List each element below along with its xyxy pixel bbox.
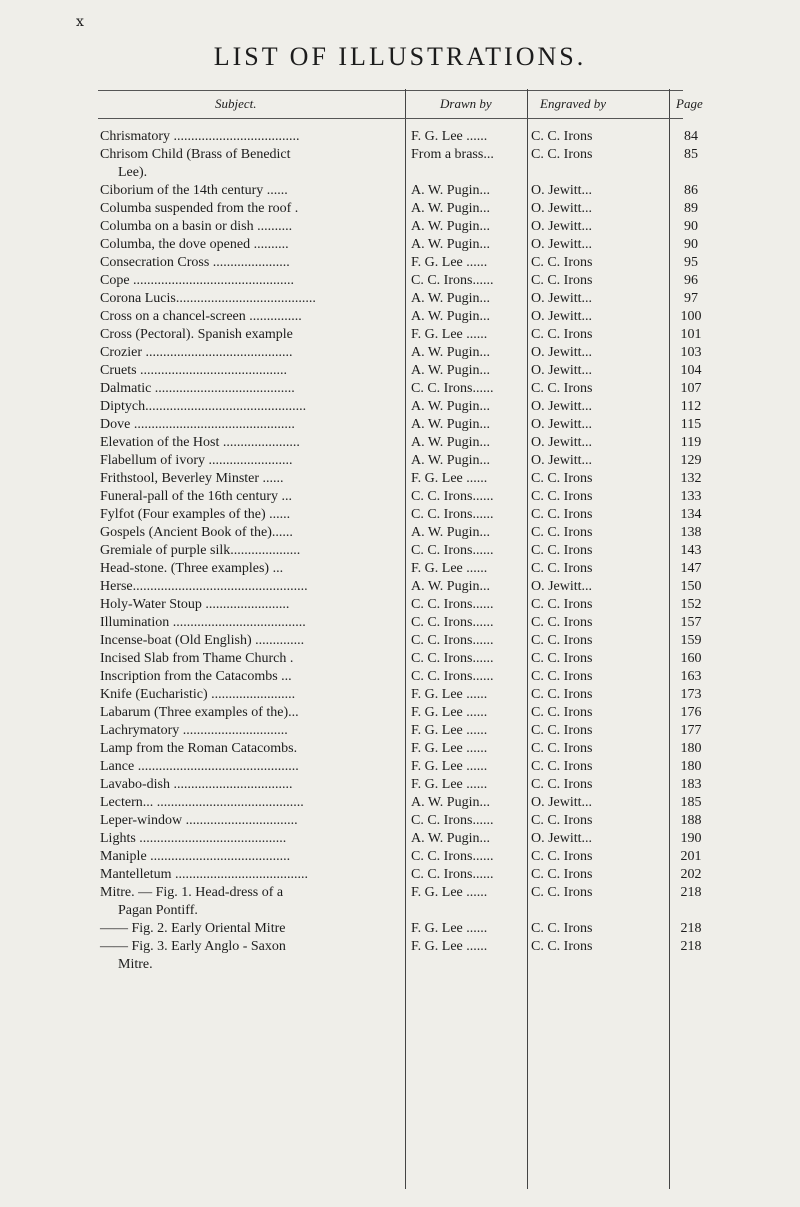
row-engraved-by: O. Jewitt...	[531, 399, 593, 414]
row-subject-text: Knife (Eucharistic) ........................	[100, 687, 296, 702]
row-subject	[100, 938, 398, 974]
table-row	[0, 290, 800, 308]
row-engraved-by: C. C. Irons	[531, 129, 593, 144]
row-drawn-by: A. W. Pugin...	[411, 831, 490, 846]
table-row	[0, 614, 800, 632]
row-drawn-by: C. C. Irons......	[411, 489, 494, 504]
row-subject	[100, 794, 398, 812]
row-page: 100	[680, 309, 702, 324]
row-subject	[100, 848, 398, 866]
table-row	[0, 470, 800, 488]
row-subject	[100, 146, 398, 182]
row-drawn-by: C. C. Irons......	[411, 813, 494, 828]
row-subject-text: Lights ..........................................	[100, 831, 287, 846]
row-subject-text: Labarum (Three examples of the)...	[100, 705, 299, 720]
table-row	[0, 452, 800, 470]
row-page: 201	[680, 849, 702, 864]
row-subject-text: Funeral-pall of the 16th century ...	[100, 489, 293, 504]
row-subject	[100, 434, 398, 452]
row-engraved-by: O. Jewitt...	[531, 345, 593, 360]
row-drawn-by: C. C. Irons......	[411, 633, 494, 648]
row-drawn-by: C. C. Irons......	[411, 867, 494, 882]
row-page: 157	[680, 615, 702, 630]
row-drawn-by: From a brass...	[411, 147, 494, 162]
row-page: 152	[680, 597, 702, 612]
row-page: 180	[680, 741, 702, 756]
row-engraved-by: C. C. Irons	[531, 615, 593, 630]
row-page: 180	[680, 759, 702, 774]
table-row	[0, 938, 800, 974]
row-subject-text: Herse..................................................	[100, 579, 308, 594]
row-drawn-by: F. G. Lee ......	[411, 777, 488, 792]
table-row	[0, 866, 800, 884]
row-page: 119	[680, 435, 702, 450]
row-subject-text: Columba, the dove opened ..........	[100, 237, 289, 252]
table-row	[0, 182, 800, 200]
row-subject	[100, 290, 398, 308]
row-subject	[100, 344, 398, 362]
table-row	[0, 650, 800, 668]
row-engraved-by: C. C. Irons	[531, 687, 593, 702]
row-engraved-by: O. Jewitt...	[531, 831, 593, 846]
row-engraved-by: O. Jewitt...	[531, 201, 593, 216]
row-drawn-by: C. C. Irons......	[411, 507, 494, 522]
row-subject-text: Cruets ..........................................	[100, 363, 288, 378]
row-subject-text: Columba on a basin or dish ..........	[100, 219, 293, 234]
row-drawn-by: F. G. Lee ......	[411, 723, 488, 738]
row-page: 147	[680, 561, 702, 576]
row-subject	[100, 704, 398, 722]
row-engraved-by: O. Jewitt...	[531, 219, 593, 234]
column-header-page: Page	[676, 96, 703, 111]
row-subject-text: Mantelletum ......................................	[100, 867, 309, 882]
row-subject	[100, 578, 398, 596]
table-row	[0, 434, 800, 452]
row-engraved-by: C. C. Irons	[531, 849, 593, 864]
table-row	[0, 488, 800, 506]
column-header-subject: Subject.	[215, 96, 257, 111]
row-subject	[100, 542, 398, 560]
row-page: 218	[680, 885, 702, 900]
row-subject	[100, 326, 398, 344]
row-subject-text: Incense-boat (Old English) ..............	[100, 633, 305, 648]
row-page: 86	[684, 183, 698, 198]
row-drawn-by: F. G. Lee ......	[411, 759, 488, 774]
row-subject	[100, 362, 398, 380]
row-subject-text: Lance ..............................................	[100, 759, 299, 774]
row-engraved-by: C. C. Irons	[531, 741, 593, 756]
row-subject	[100, 866, 398, 884]
row-page: 115	[680, 417, 702, 432]
row-page: 96	[684, 273, 698, 288]
table-row	[0, 416, 800, 434]
row-subject-continuation: Mitre.	[118, 957, 153, 972]
table-row	[0, 128, 800, 146]
row-drawn-by: A. W. Pugin...	[411, 525, 490, 540]
row-drawn-by: C. C. Irons......	[411, 669, 494, 684]
row-subject-text: Cope ..............................................	[100, 273, 295, 288]
row-engraved-by: O. Jewitt...	[531, 579, 593, 594]
row-subject	[100, 452, 398, 470]
row-drawn-by: F. G. Lee ......	[411, 885, 488, 900]
row-drawn-by: F. G. Lee ......	[411, 255, 488, 270]
row-page: 90	[684, 237, 698, 252]
row-drawn-by: A. W. Pugin...	[411, 399, 490, 414]
row-subject-text: Incised Slab from Thame Church .	[100, 651, 294, 666]
row-engraved-by: C. C. Irons	[531, 669, 593, 684]
row-page: 112	[680, 399, 702, 414]
row-page: 85	[684, 147, 698, 162]
row-engraved-by: C. C. Irons	[531, 273, 593, 288]
row-engraved-by: C. C. Irons	[531, 381, 593, 396]
row-subject-text: Ciborium of the 14th century ......	[100, 183, 288, 198]
table-row	[0, 524, 800, 542]
row-drawn-by: A. W. Pugin...	[411, 345, 490, 360]
row-subject-text: —— Fig. 2. Early Oriental Mitre	[100, 921, 286, 936]
row-subject	[100, 776, 398, 794]
row-subject-text: Chrisom Child (Brass of Benedict	[100, 147, 291, 162]
table-row	[0, 506, 800, 524]
row-subject	[100, 398, 398, 416]
row-subject	[100, 560, 398, 578]
row-subject-text: Consecration Cross ......................	[100, 255, 290, 270]
row-subject-text: Leper-window ................................	[100, 813, 298, 828]
column-header-drawn-by: Drawn by	[440, 96, 492, 111]
row-drawn-by: A. W. Pugin...	[411, 363, 490, 378]
row-subject-text: Dove ..............................................	[100, 417, 295, 432]
row-engraved-by: O. Jewitt...	[531, 291, 593, 306]
row-subject	[100, 254, 398, 272]
row-drawn-by: A. W. Pugin...	[411, 219, 490, 234]
row-subject-text: Maniple ........................................	[100, 849, 291, 864]
row-subject-text: Lamp from the Roman Catacombs.	[100, 741, 298, 756]
row-page: 103	[680, 345, 702, 360]
row-engraved-by: O. Jewitt...	[531, 237, 593, 252]
row-engraved-by: O. Jewitt...	[531, 795, 593, 810]
table-row	[0, 668, 800, 686]
row-engraved-by: C. C. Irons	[531, 723, 593, 738]
row-subject	[100, 668, 398, 686]
table-row	[0, 344, 800, 362]
row-subject	[100, 218, 398, 236]
table-row	[0, 218, 800, 236]
row-engraved-by: C. C. Irons	[531, 507, 593, 522]
row-page: 163	[680, 669, 702, 684]
row-page: 150	[680, 579, 702, 594]
table-row	[0, 632, 800, 650]
row-subject-text: Columba suspended from the roof .	[100, 201, 299, 216]
row-drawn-by: F. G. Lee ......	[411, 471, 488, 486]
row-subject	[100, 920, 398, 938]
table-row	[0, 758, 800, 776]
row-engraved-by: C. C. Irons	[531, 597, 593, 612]
row-subject-text: Mitre. — Fig. 1. Head-dress of a	[100, 885, 284, 900]
row-drawn-by: F. G. Lee ......	[411, 687, 488, 702]
row-page: 143	[680, 543, 702, 558]
row-page: 84	[684, 129, 698, 144]
row-subject-text: Gospels (Ancient Book of the)......	[100, 525, 293, 540]
row-subject-text: Lavabo-dish ..................................	[100, 777, 293, 792]
row-engraved-by: C. C. Irons	[531, 813, 593, 828]
row-subject-continuation: Pagan Pontiff.	[118, 903, 198, 918]
row-subject-text: Frithstool, Beverley Minster ......	[100, 471, 284, 486]
row-page: 159	[680, 633, 702, 648]
row-subject	[100, 272, 398, 290]
table-row	[0, 560, 800, 578]
row-subject	[100, 200, 398, 218]
table-row	[0, 704, 800, 722]
row-drawn-by: C. C. Irons......	[411, 273, 494, 288]
row-drawn-by: A. W. Pugin...	[411, 309, 490, 324]
row-drawn-by: F. G. Lee ......	[411, 921, 488, 936]
row-subject	[100, 632, 398, 650]
row-engraved-by: C. C. Irons	[531, 939, 593, 954]
row-page: 89	[684, 201, 698, 216]
column-header-engraved-by: Engraved by	[540, 96, 607, 111]
row-page: 177	[680, 723, 702, 738]
row-subject-text: Chrismatory ....................................	[100, 129, 300, 144]
row-subject-text: Gremiale of purple silk....................	[100, 543, 301, 558]
row-subject	[100, 614, 398, 632]
table-row	[0, 542, 800, 560]
row-page: 90	[684, 219, 698, 234]
row-subject	[100, 722, 398, 740]
table-row	[0, 776, 800, 794]
row-drawn-by: C. C. Irons......	[411, 543, 494, 558]
row-drawn-by: A. W. Pugin...	[411, 183, 490, 198]
row-engraved-by: C. C. Irons	[531, 777, 593, 792]
row-page: 160	[680, 651, 702, 666]
row-engraved-by: C. C. Irons	[531, 471, 593, 486]
row-engraved-by: C. C. Irons	[531, 651, 593, 666]
table-row	[0, 398, 800, 416]
row-subject	[100, 650, 398, 668]
row-drawn-by: C. C. Irons......	[411, 615, 494, 630]
row-drawn-by: C. C. Irons......	[411, 849, 494, 864]
table-header-rule	[98, 118, 683, 119]
row-page: 129	[680, 453, 702, 468]
row-engraved-by: C. C. Irons	[531, 489, 593, 504]
table-row	[0, 326, 800, 344]
row-engraved-by: O. Jewitt...	[531, 183, 593, 198]
row-subject	[100, 380, 398, 398]
table-row	[0, 596, 800, 614]
row-drawn-by: A. W. Pugin...	[411, 453, 490, 468]
row-subject	[100, 884, 398, 920]
table-row	[0, 272, 800, 290]
row-subject-text: Cross (Pectoral). Spanish example	[100, 327, 293, 342]
row-subject	[100, 740, 398, 758]
row-engraved-by: C. C. Irons	[531, 543, 593, 558]
row-drawn-by: C. C. Irons......	[411, 651, 494, 666]
row-subject-continuation: Lee).	[118, 165, 148, 180]
table-row	[0, 830, 800, 848]
row-engraved-by: O. Jewitt...	[531, 435, 593, 450]
row-page: 132	[680, 471, 702, 486]
table-row	[0, 362, 800, 380]
row-subject-text: Flabellum of ivory ........................	[100, 453, 293, 468]
page-title: LIST OF ILLUSTRATIONS.	[213, 42, 587, 71]
row-engraved-by: O. Jewitt...	[531, 363, 593, 378]
row-page: 202	[680, 867, 702, 882]
row-subject	[100, 236, 398, 254]
row-subject	[100, 524, 398, 542]
row-drawn-by: A. W. Pugin...	[411, 435, 490, 450]
row-subject-text: Dalmatic ........................................	[100, 381, 295, 396]
row-subject	[100, 686, 398, 704]
row-subject-text: Holy-Water Stoup ........................	[100, 597, 290, 612]
row-drawn-by: A. W. Pugin...	[411, 237, 490, 252]
row-drawn-by: A. W. Pugin...	[411, 291, 490, 306]
row-subject-text: Corona Lucis........................................	[100, 291, 316, 306]
row-subject	[100, 596, 398, 614]
table-row	[0, 578, 800, 596]
row-subject-text: Illumination ......................................	[100, 615, 306, 630]
row-subject-text: Inscription from the Catacombs ...	[100, 669, 292, 684]
row-subject-text: Crozier ..........................................	[100, 345, 293, 360]
row-engraved-by: C. C. Irons	[531, 561, 593, 576]
table-row	[0, 380, 800, 398]
row-page: 101	[680, 327, 702, 342]
page-folio: x	[76, 14, 85, 30]
row-page: 134	[680, 507, 702, 522]
row-page: 183	[680, 777, 702, 792]
table-row	[0, 200, 800, 218]
row-engraved-by: O. Jewitt...	[531, 309, 593, 324]
row-page: 218	[680, 939, 702, 954]
table-row	[0, 308, 800, 326]
row-subject	[100, 470, 398, 488]
table-row	[0, 848, 800, 866]
row-subject	[100, 506, 398, 524]
illustrations-table	[0, 128, 800, 974]
row-page: 107	[680, 381, 702, 396]
row-engraved-by: O. Jewitt...	[531, 417, 593, 432]
table-row	[0, 686, 800, 704]
row-engraved-by: C. C. Irons	[531, 147, 593, 162]
row-engraved-by: C. C. Irons	[531, 921, 593, 936]
row-drawn-by: F. G. Lee ......	[411, 741, 488, 756]
row-drawn-by: F. G. Lee ......	[411, 129, 488, 144]
row-page: 95	[684, 255, 698, 270]
row-subject-text: Diptych..............................................	[100, 399, 307, 414]
row-engraved-by: C. C. Irons	[531, 705, 593, 720]
table-row	[0, 884, 800, 920]
row-subject	[100, 128, 398, 146]
row-subject	[100, 308, 398, 326]
row-page: 190	[680, 831, 702, 846]
row-drawn-by: F. G. Lee ......	[411, 561, 488, 576]
row-drawn-by: A. W. Pugin...	[411, 579, 490, 594]
row-drawn-by: A. W. Pugin...	[411, 795, 490, 810]
row-engraved-by: C. C. Irons	[531, 633, 593, 648]
row-page: 173	[680, 687, 702, 702]
row-drawn-by: A. W. Pugin...	[411, 417, 490, 432]
row-subject	[100, 812, 398, 830]
row-page: 188	[680, 813, 702, 828]
row-drawn-by: F. G. Lee ......	[411, 939, 488, 954]
row-subject-text: Lectern... ..........................................	[100, 795, 304, 810]
row-subject-text: Head-stone. (Three examples) ...	[100, 561, 284, 576]
row-page: 176	[680, 705, 702, 720]
table-row	[0, 812, 800, 830]
row-subject	[100, 830, 398, 848]
table-row	[0, 236, 800, 254]
table-row	[0, 254, 800, 272]
table-row	[0, 146, 800, 182]
row-subject-text: Cross on a chancel-screen ...............	[100, 309, 302, 324]
row-subject-text: —— Fig. 3. Early Anglo - Saxon	[100, 939, 286, 954]
row-page: 97	[684, 291, 698, 306]
row-subject	[100, 488, 398, 506]
row-engraved-by: C. C. Irons	[531, 255, 593, 270]
table-top-rule	[98, 90, 683, 91]
row-engraved-by: C. C. Irons	[531, 525, 593, 540]
table-row	[0, 794, 800, 812]
row-subject-text: Elevation of the Host ......................	[100, 435, 300, 450]
row-subject	[100, 416, 398, 434]
row-page: 133	[680, 489, 702, 504]
table-row	[0, 722, 800, 740]
row-engraved-by: C. C. Irons	[531, 327, 593, 342]
row-page: 104	[680, 363, 702, 378]
table-row	[0, 920, 800, 938]
row-engraved-by: C. C. Irons	[531, 885, 593, 900]
row-drawn-by: C. C. Irons......	[411, 597, 494, 612]
row-page: 218	[680, 921, 702, 936]
row-subject-text: Fylfot (Four examples of the) ......	[100, 507, 291, 522]
row-page: 138	[680, 525, 702, 540]
row-engraved-by: C. C. Irons	[531, 759, 593, 774]
row-engraved-by: C. C. Irons	[531, 867, 593, 882]
row-engraved-by: O. Jewitt...	[531, 453, 593, 468]
row-drawn-by: C. C. Irons......	[411, 381, 494, 396]
row-drawn-by: F. G. Lee ......	[411, 327, 488, 342]
row-drawn-by: A. W. Pugin...	[411, 201, 490, 216]
row-subject	[100, 182, 398, 200]
row-subject-text: Lachrymatory ..............................	[100, 723, 288, 738]
row-page: 185	[680, 795, 702, 810]
row-subject	[100, 758, 398, 776]
row-drawn-by: F. G. Lee ......	[411, 705, 488, 720]
table-row	[0, 740, 800, 758]
